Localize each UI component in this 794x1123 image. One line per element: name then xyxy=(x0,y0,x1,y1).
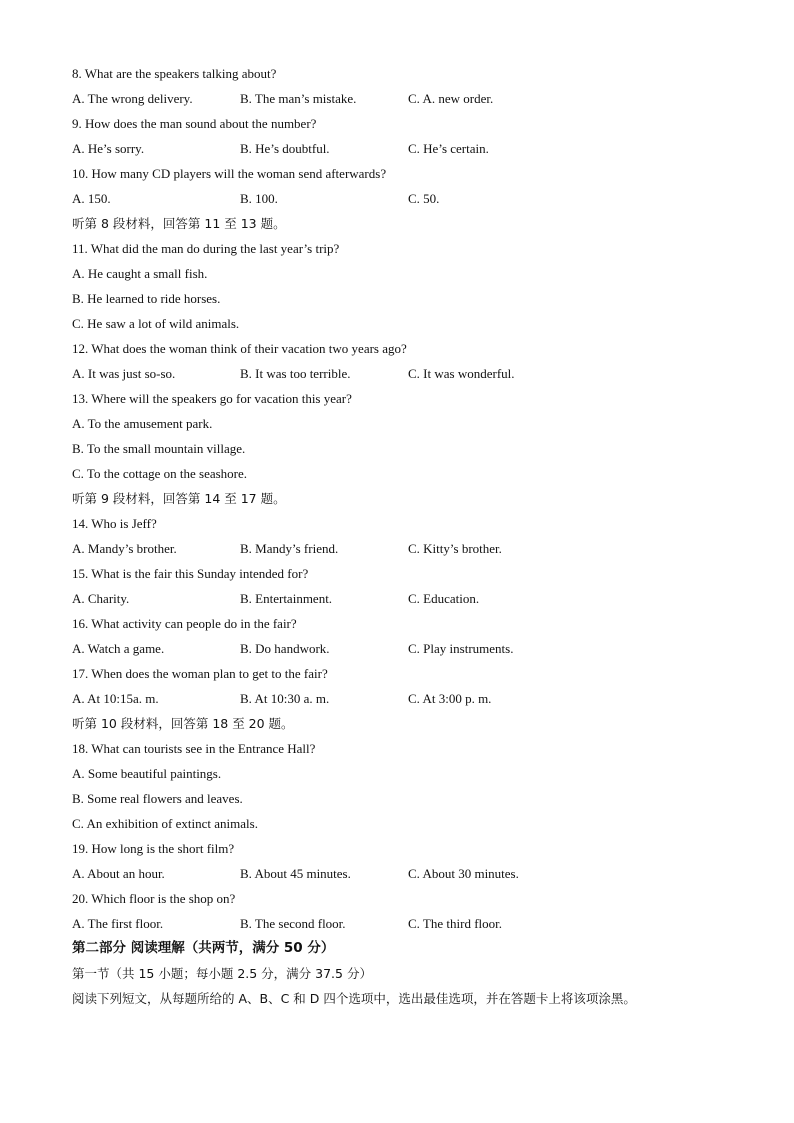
options-row xyxy=(72,636,732,661)
option-c: C. 50. xyxy=(408,191,440,206)
question-stem: 14. Who is Jeff? xyxy=(72,516,157,531)
options-row xyxy=(72,861,732,886)
option-b: B. 100. xyxy=(240,191,278,206)
question-stem: 16. What activity can people do in the fair? xyxy=(72,616,297,631)
option-a: A. He’s sorry. xyxy=(72,141,145,156)
option-a: A. To the amusement park. xyxy=(72,416,213,431)
option-b: B. Some real flowers and leaves. xyxy=(72,791,243,806)
options-row xyxy=(72,361,732,386)
option-b: B. It was too terrible. xyxy=(240,366,351,381)
question-stem: 10. How many CD players will the woman send afterwards? xyxy=(72,166,387,181)
option-b: B. He learned to ride horses. xyxy=(72,291,221,306)
option-c: C. An exhibition of extinct animals. xyxy=(72,816,258,831)
option-c: C. He saw a lot of wild animals. xyxy=(72,316,240,331)
option-a: A. He caught a small fish. xyxy=(72,266,208,281)
option-c: C. The third floor. xyxy=(408,916,503,931)
options-row xyxy=(72,911,732,936)
option-c: C. At 3:00 p. m. xyxy=(408,691,492,706)
question-stem: 15. What is the fair this Sunday intended for? xyxy=(72,566,309,581)
question-stem: 19. How long is the short film? xyxy=(72,841,235,856)
option-a: A. At 10:15a. m. xyxy=(72,691,159,706)
question-stem: 13. Where will the speakers go for vacation this year? xyxy=(72,391,352,406)
option-c: C. Education. xyxy=(408,591,480,606)
option-b: B. Mandy’s friend. xyxy=(240,541,339,556)
option-b: B. At 10:30 a. m. xyxy=(240,691,330,706)
option-b: B. To the small mountain village. xyxy=(72,441,246,456)
listening-direction: 听第 9 段材料，回答第 14 至 17 题。 xyxy=(72,491,286,506)
option-c: C. Kitty’s brother. xyxy=(408,541,502,556)
option-a: A. The first floor. xyxy=(72,916,164,931)
question-stem: 20. Which floor is the shop on? xyxy=(72,891,236,906)
listening-direction: 听第 8 段材料，回答第 11 至 13 题。 xyxy=(72,216,286,231)
option-b: B. Entertainment. xyxy=(240,591,333,606)
option-c: C. A. new order. xyxy=(408,91,494,106)
option-c: C. Play instruments. xyxy=(408,641,514,656)
options-row xyxy=(72,86,732,111)
question-stem: 11. What did the man do during the last year’s trip? xyxy=(72,241,340,256)
section-heading: 第一节（共 15 小题；每小题 2.5 分，满分 37.5 分） xyxy=(72,966,372,981)
option-c: C. To the cottage on the seashore. xyxy=(72,466,248,481)
option-b: B. He’s doubtful. xyxy=(240,141,330,156)
options-row xyxy=(72,686,732,711)
question-stem: 18. What can tourists see in the Entrance Hall? xyxy=(72,741,316,756)
option-a: A. Some beautiful paintings. xyxy=(72,766,222,781)
document-page xyxy=(72,61,732,1011)
option-a: A. Charity. xyxy=(72,591,130,606)
question-stem: 8. What are the speakers talking about? xyxy=(72,66,277,81)
option-c: C. About 30 minutes. xyxy=(408,866,519,881)
question-stem: 12. What does the woman think of their vacation two years ago? xyxy=(72,341,407,356)
option-a: A. About an hour. xyxy=(72,866,165,881)
options-row xyxy=(72,186,732,211)
options-row xyxy=(72,136,732,161)
option-c: C. He’s certain. xyxy=(408,141,489,156)
options-row xyxy=(72,586,732,611)
option-b: B. About 45 minutes. xyxy=(240,866,351,881)
option-a: A. The wrong delivery. xyxy=(72,91,193,106)
question-stem: 17. When does the woman plan to get to the fair? xyxy=(72,666,328,681)
options-row xyxy=(72,536,732,561)
question-stem: 9. How does the man sound about the number? xyxy=(72,116,317,131)
listening-direction: 听第 10 段材料，回答第 18 至 20 题。 xyxy=(72,716,294,731)
reading-directions: 阅读下列短文，从每题所给的 A、B、C 和 D 四个选项中，选出最佳选项，并在答题卡上将该项涂黑。 xyxy=(72,991,636,1006)
option-c: C. It was wonderful. xyxy=(408,366,515,381)
option-b: B. Do handwork. xyxy=(240,641,330,656)
option-a: A. It was just so-so. xyxy=(72,366,176,381)
option-a: A. Mandy’s brother. xyxy=(72,541,177,556)
part-heading: 第二部分 阅读理解（共两节，满分 50 分） xyxy=(72,940,335,956)
option-a: A. 150. xyxy=(72,191,111,206)
option-a: A. Watch a game. xyxy=(72,641,165,656)
option-b: B. The second floor. xyxy=(240,916,346,931)
option-b: B. The man’s mistake. xyxy=(240,91,357,106)
